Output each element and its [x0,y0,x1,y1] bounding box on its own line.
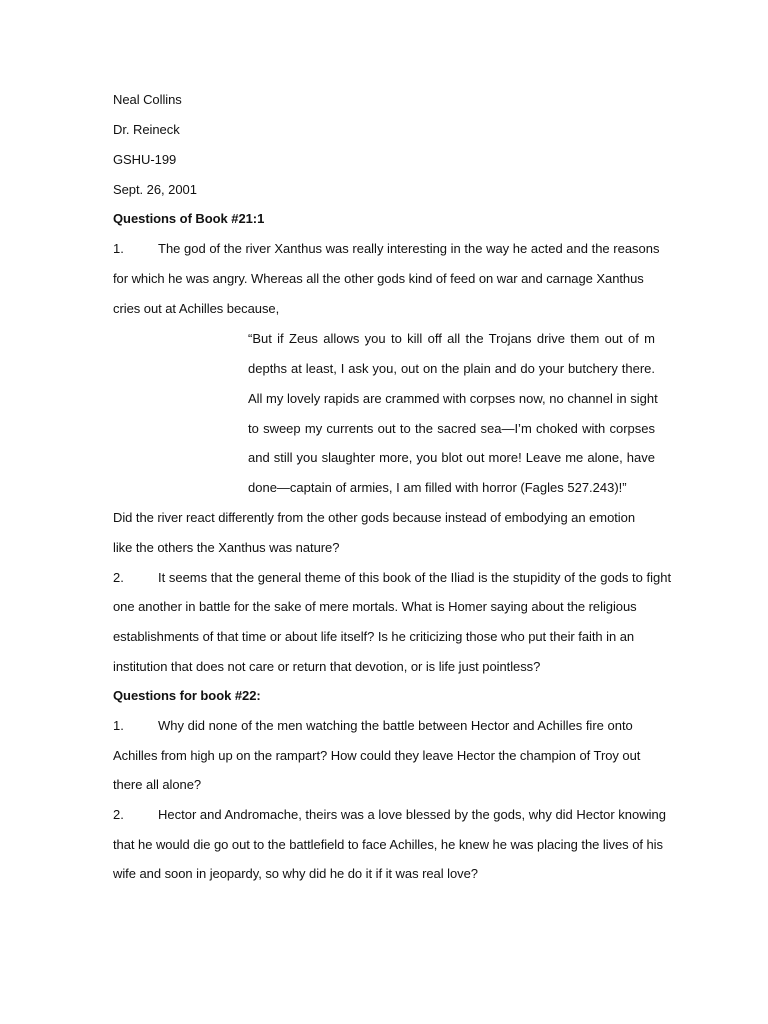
block-quote-line: and still you slaughter more, you blot out more! Leave me alone, have [248,450,655,465]
question-number: 2. [113,570,124,585]
block-quote-line: to sweep my currents out to the sacred sea—I’m choked with corpses [248,421,655,436]
block-quote-line: depths at least, I ask you, out on the plain and do your butchery there. [248,361,655,376]
section-heading-book-22: Questions for book #22: [113,688,261,703]
paragraph-line: for which he was angry. Whereas all the other gods kind of feed on war and carnage Xanthus [113,271,644,286]
paragraph-line: there all alone? [113,777,202,792]
paragraph-line: Why did none of the men watching the battle between Hector and Achilles fire onto [158,718,633,733]
paragraph-line: The god of the river Xanthus was really interesting in the way he acted and the reasons [158,241,660,256]
section-heading-book-21: Questions of Book #21:1 [113,211,265,226]
question-number: 1. [113,718,124,733]
document-date: Sept. 26, 2001 [113,182,197,197]
paragraph-line: cries out at Achilles because, [113,301,280,316]
paragraph-line: one another in battle for the sake of mere mortals. What is Homer saying about the religious [113,599,637,614]
paragraph-line: It seems that the general theme of this book of the Iliad is the stupidity of the gods to fight [158,570,672,585]
paragraph-line: Hector and Andromache, theirs was a love blessed by the gods, why did Hector knowing [158,807,666,822]
course-code: GSHU-199 [113,152,177,167]
paragraph-line: institution that does not care or return that devotion, or is life just pointless? [113,659,541,674]
paragraph-line: Achilles from high up on the rampart? How could they leave Hector the champion of Troy out [113,748,641,763]
paragraph-line: that he would die go out to the battlefield to face Achilles, he knew he was placing the lives of his [113,837,663,852]
author-name: Neal Collins [113,92,182,107]
question-number: 2. [113,807,124,822]
paragraph-line: establishments of that time or about life itself? Is he criticizing those who put their faith in an [113,629,635,644]
instructor-name: Dr. Reineck [113,122,180,137]
question-number: 1. [113,241,124,256]
block-quote-line: “But if Zeus allows you to kill off all the Trojans drive them out of m [248,331,655,346]
paragraph-line: Did the river react differently from the other gods because instead of embodying an emotion [113,510,636,525]
block-quote-line: All my lovely rapids are crammed with corpses now, no channel in sight [248,391,658,406]
paragraph-line: like the others the Xanthus was nature? [113,540,340,555]
paragraph-line: wife and soon in jeopardy, so why did he do it if it was real love? [113,866,478,881]
block-quote-line: done—captain of armies, I am filled with horror (Fagles 527.243)!” [248,480,627,495]
